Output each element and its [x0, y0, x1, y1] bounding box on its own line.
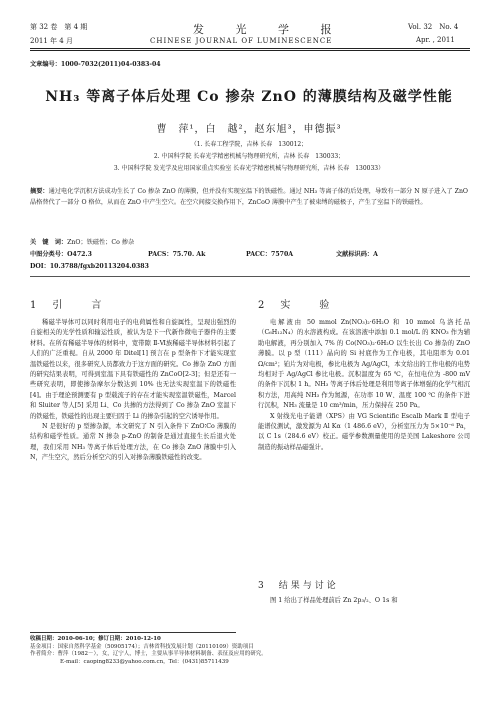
header-rule [30, 48, 470, 49]
section-2-heading: 2 实 验 [258, 300, 333, 311]
footnote-email: E-mail：caoping8233@yahoo.com.cn，Tel：(0431)85711439 [60, 658, 229, 665]
section-2-paragraph: X 射线光电子能谱（XPS）由 VG Scientific Escalb Mark Ⅱ 型电子能谱仪测试，激发源为 Al Kα（1 486.6 eV），分析室压力为 5×10⁻⁶ Pa，以 C 1s（284.6 eV）校正。磁学参数测量使用的是美国 Lakeshore 公司制造的振动样品磁强计。 [258, 412, 470, 451]
affiliation-1: （1. 长春工程学院，吉林 长春 130012； [190, 141, 308, 148]
keywords-text: ZnO；铁磁性；Co 掺杂 [67, 239, 135, 246]
section-3-paragraph: 图 1 给出了样品处理前后 Zn 2p₃/₂、O 1s 和 [270, 597, 398, 604]
abstract-rule [30, 276, 470, 277]
section-1-paragraph: N 是很好的 p 型掺杂源，本文研究了 N 引入条件下 ZnO∶Co 薄膜的结构和磁学性质。通常 N 掺杂 p-ZnO 的制备是通过直接生长后退火处理，我们采用 NH₃ 等离子体后处理方法，在 Co 掺杂 ZnO 薄膜中引入 N，产生空穴，然后分析空穴的引入对掺杂薄膜铁磁性的改变。 [30, 423, 236, 462]
abstract-label: 摘要： [30, 188, 49, 195]
section-2-body [258, 318, 470, 453]
header-rule-double [30, 50, 470, 51]
section-1-heading: 1 引 言 [30, 300, 105, 311]
article-id: 文章编号：1000-7032(2011)04-0383-04 [30, 61, 161, 68]
footnote-fund: 基金项目：国家自然科学基金（50905174）；吉林省科技发展计划（20110109）资助项目 [30, 643, 254, 650]
footnote-received: 收稿日期：2010-06-10；修订日期：2010-12-10 [30, 636, 161, 642]
journal-title-cn: 发 光 学 报 [193, 23, 346, 36]
pacs-number: PACS：75.70. Ak [148, 251, 206, 258]
volume-issue-cn: 第 32 卷 第 4 期 [30, 23, 88, 31]
abstract [30, 187, 468, 208]
footnote-author: 作者简介：曹萍（1982－），女，辽宁人，博士，主要从事半导体材料制备、表征及应用的研究。 [30, 651, 267, 657]
section-1-body [30, 318, 236, 464]
keywords [30, 238, 134, 249]
section-1-paragraph: 稀磁半导体可以同时利用电子的电荷属性和自旋属性，呈现出强烈的自旋相关的光学性质和输运性质，被认为是下一代新作微电子器件的主要材料。在所有稀磁半导体的材料中，宽带隙 Ⅱ-Ⅵ族稀磁半导体材料引起了人们的广泛重视。自从 2000 年 Ditel[1] 预言在 p 型条件下才能实现室温铁磁性以来，很多研究人员都致力于这方面的研究。Co 掺杂 ZnO 方面的研究结果表明，可得到室温下具有铁磁性的 ZnCoO[2-3]；但是还有一些研究表明，即使掺杂摩尔分数达到 10% 也无法实现室温下的铁磁性[4]。由于理论预测要有 p 型载流子的存在才能实现室温铁磁性，Marcel 和 Sluiter 等人[5] 采用 Li、Co 共掺的方法得到了 Co 掺杂 ZnO 室温下的铁磁性，铁磁性的出现主要归因于 Li 的掺杂引起的空穴诱导作用。 [30, 319, 236, 420]
date-cn: 2011 年 4 月 [30, 37, 73, 45]
section-3-heading: 3 结果与讨论 [258, 581, 339, 591]
doi: DOI：10.3788/fgxb20113204.0383 [30, 263, 149, 270]
section-2-paragraph: 电解液由 50 mmol Zn(NO₃)₂·6H₂O 和 10 mmol 乌洛托品（C₆H₁₂N₄）的水溶液构成。在该溶液中添加 0.1 mol/L 的 KNO₃ 作为辅助电解液，再分别加入 7% 的 Co(NO₃)₂·6H₂O 以生长出 Co 掺杂的 ZnO 薄膜。以 p 型（111）晶向的 Si 衬底作为工作电极，其电阻率为 0.01 Ω/cm²；铂片为对电极，参比电极为 Ag/AgCl，本文给出的工作电极的电势均相对于 Ag/AgCl 参比电极。沉积温度为 65 ℃，在恒电位为 -800 mV 的条件下沉积 1 h。NH₃ 等离子体后处理是利用等离子体增强的化学气相沉积方法，用高纯 NH₃ 作为氮源，在功率 10 W、温度 100 ℃ 的条件下进行沉积，NH₃ 流量是 10 cm³/min，压力保持在 250 Pa。 [258, 319, 470, 410]
paper-title: NH₃ 等离子体后处理 Co 掺杂 ZnO 的薄膜结构及磁学性能 [45, 89, 453, 105]
journal-title-en: CHINESE JOURNAL OF LUMINESCENCE [150, 37, 333, 45]
document-code: 文献标识码：A [336, 251, 378, 258]
abstract-text: 通过电化学沉积方法成功生长了 Co 掺杂 ZnO 的薄膜，但并没有实现室温下的铁磁性。通过 NH₃ 等离子体的后处理，导致有一部分 N 原子进入了 ZnO 晶格替代了一部分 O 格位，从而在 ZnO 中产生空穴。在空穴间接交换作用下，ZnCoO 薄膜中产生了被束缚的磁极子，产生了室温下的铁磁性。 [30, 188, 469, 206]
affiliation-2: 2. 中国科学院 长春光学精密机械与物理研究所，吉林 长春 130033； [153, 153, 345, 160]
affiliations [0, 139, 498, 172]
volume-issue-en: Vol. 32 No. 4 [408, 23, 459, 31]
keywords-label: 关 键 词： [30, 239, 68, 246]
pacc-number: PACC：7570A [246, 251, 294, 258]
footnote-rule [30, 632, 236, 633]
author-list: 曹 萍¹，白 越²，赵东旭³，申德振³ [156, 124, 342, 135]
footnotes [30, 636, 470, 666]
clc-number: 中图分类号：O472.3 [30, 251, 92, 258]
section-3-body [258, 596, 470, 606]
affiliation-3: 3. 中国科学院 发光学及应用国家重点实验室 长春光学精密机械与物理研究所，吉林 长春 130033） [113, 165, 385, 172]
date-en: Apr. , 2011 [416, 36, 455, 44]
